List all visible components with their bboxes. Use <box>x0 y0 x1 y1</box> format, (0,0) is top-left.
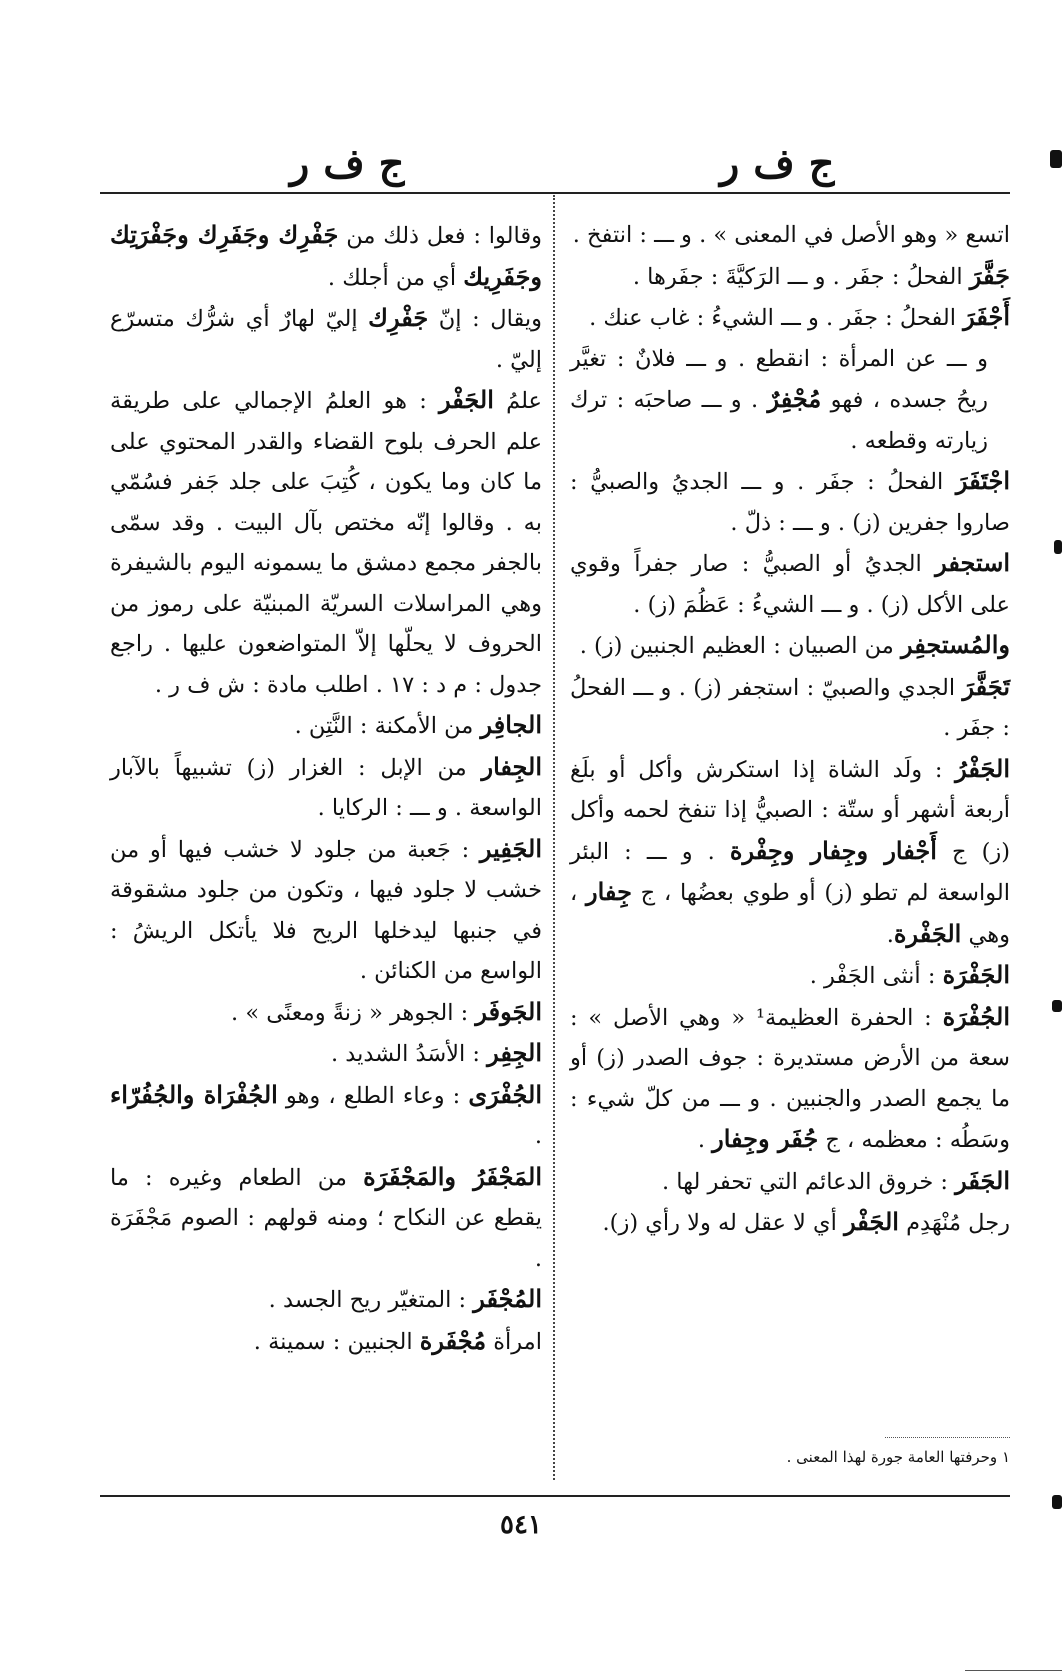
definition-text: : أنثى الجَفْر . <box>809 963 943 989</box>
headword: الجُفْرَاة والجُفُرّاء <box>110 1079 278 1109</box>
dictionary-entry <box>570 297 1010 339</box>
bottom-rule <box>100 1495 1010 1497</box>
headword: أَجْفَرَ <box>963 302 1010 331</box>
definition-text: اتسع « وهو الأصل في المعنى » . و ـــ : انتفخ . <box>572 222 1010 248</box>
scan-edge-mark <box>1050 150 1062 168</box>
headword: الجَفِير <box>479 833 542 863</box>
definition-text: من الإبل : الغزار (ز) تشبيهاً بالآبار الواسعة . و ـــ : الركايا . <box>110 754 542 821</box>
dictionary-entry <box>110 380 542 705</box>
headword: جَفَّرَ <box>969 260 1010 290</box>
definition-text: : الحفرة العظيمة¹ « وهي الأصل » : سعة من الأرض مستديرة : جوف الصدر (ز) أو ما يجمع الصدر والجنبين . و ـــ من كلّ شيء : وسَطُه : معظمه ، ج <box>570 1004 1010 1153</box>
dictionary-entry <box>110 215 542 298</box>
running-header-right: ج ف ر <box>720 140 835 187</box>
definition-text: : هو العلمُ الإجمالي على طريقة علم الحرف بلوح القضاء والقدر المحتوي على ما كان وما يكون ، كُتِبَ على جلد جَفر فسُمّي به . وقالوا إنّه مختص بآل البيت . وقد سمّى بالجفر مجمع دمشق ما يسمونه اليوم بالشيفرة وهي المراسلات السريّة المبنيّة على رموز من الحروف لا يحلّها إلاّ المتواضعون عليها . راجع جدول : م د : ١٧ . اطلب مادة : ش ف ر . <box>110 388 542 698</box>
dictionary-entry <box>110 705 542 747</box>
scan-edge-mark <box>1052 1495 1062 1509</box>
dictionary-entry <box>570 749 1010 956</box>
definition-text: . <box>534 1123 542 1149</box>
headword: الجَفْرُ <box>955 753 1010 783</box>
running-header-left: ج ف ر <box>290 140 405 187</box>
right-column <box>570 215 1010 1244</box>
definition-text: من الصبيان : العظيم الجنبين (ز) . <box>579 633 902 659</box>
definition-text: : جَعبة من جلود لا خشب فيها أو من خشب لا جلود فيها ، وتكون من جلود مشقوقة في جنبها ليدخلها الريح فلا يأتكل الريشُ : الواسع من الكنائن . <box>110 836 542 984</box>
definition-text: الجدي والصبيّ : استجفر (ز) . و ـــ الفحلُ : جفَر . <box>570 674 1010 741</box>
headword: الجَوفَر <box>475 996 542 1026</box>
dictionary-entry <box>570 625 1010 667</box>
headword: اجْتَفَرَ <box>955 466 1010 495</box>
dictionary-entry <box>570 955 1010 997</box>
definition-text: أي من أجلك . <box>327 264 464 291</box>
headword: مُجْفَرة <box>419 1325 487 1355</box>
definition-text: : الجوهر « زنةً ومعنًى » . <box>231 999 476 1026</box>
definition-text: إليّ لهارٌ أي شرُّك متسرّع إليّ . <box>110 306 542 373</box>
headword: تَجَفَّرَ <box>962 671 1010 701</box>
definition-text: أي لا عقل له ولا رأي (ز). <box>602 1210 845 1236</box>
definition-text: . <box>697 1127 713 1153</box>
headword: استجفر <box>935 548 1010 577</box>
dictionary-entry <box>570 997 1010 1161</box>
definition-text: وقالوا : فعل ذلك من <box>338 223 543 249</box>
definition-text: الجنبين : سمينة . <box>253 1328 420 1355</box>
headword: جُفَر وجِفار <box>712 1124 819 1153</box>
definition-text: الفحلُ : جفَر . و ـــ الشيءُ : غاب عنك . <box>589 305 964 331</box>
definition-text: الجديُ أو الصبيُّ : صار جفراً وقوي على الأكل (ز) . و ـــ الشيءُ : عَظُمَ (ز) . <box>570 551 1010 618</box>
definition-text: : خروق الدعائم التي تحفر لها . <box>661 1168 956 1195</box>
dictionary-entry <box>570 1202 1010 1244</box>
page-number: ٥٤١ <box>500 1510 542 1540</box>
definition-text: و ـــ عن المرأة : انقطع . و ـــ فلانٌ : تغيَّر ريحُ جسده ، فهو <box>570 345 989 413</box>
headword: الجافِر <box>480 710 542 739</box>
headword: الجَفْرَة <box>942 960 1010 989</box>
headword: الجُفْرَى <box>468 1079 542 1109</box>
dictionary-entry <box>570 215 1010 256</box>
dictionary-entry <box>110 829 542 992</box>
headword: جِفار <box>586 877 632 906</box>
definition-text: : الأسَدُ الشديد . <box>330 1041 488 1067</box>
definition-text: : وعاء الطلع ، وهو <box>277 1082 469 1109</box>
headword: أَجْفار وجِفار وجِفْرة <box>729 835 937 865</box>
headword: الجَفْر <box>439 385 494 414</box>
scan-edge-mark <box>1052 1000 1062 1012</box>
headword: الجُفْرَة <box>942 1001 1010 1031</box>
dictionary-entry <box>570 1161 1010 1203</box>
dictionary-entry <box>110 1033 542 1075</box>
definition-text: . و ـــ : البئر الواسعة لم تطو (ز) أو طوي بعضُها ، ج <box>570 838 1010 906</box>
dictionary-entry <box>570 667 1010 749</box>
headword: الجَفْرة <box>893 918 962 948</box>
left-column <box>110 215 542 1362</box>
definition-text: الفحلُ : جفَر . و ـــ الجديُ والصبيُّ : صاروا جفرين (ز) . و ـــ : ذلّ . <box>570 469 1010 536</box>
definition-text: من الأمكنة : النَّتِن . <box>294 713 481 739</box>
headword: المَجْفَرُ والمَجْفَرَة <box>363 1161 543 1191</box>
headword: جَفْرِك <box>368 303 429 332</box>
top-rule <box>100 192 1010 194</box>
dictionary-entry <box>570 461 1010 543</box>
definition-text: : ولَد الشاة إذا استكرش وأكل أو بلَغ أربعة أشهر أو ستّة : الصبيُّ إذا تنفخ لحمه وأكل (ز) ج <box>570 756 1011 865</box>
definition-text: : المتغيّر ريح الجسد . <box>268 1287 474 1313</box>
definition-text: الفحلُ : جفَر . و ـــ الرَكيَّةَ : جفَرها . <box>632 263 970 290</box>
definition-text: امرأة <box>486 1328 542 1355</box>
headword: مُجْفِرٌ <box>767 384 822 413</box>
dictionary-entry <box>110 298 542 380</box>
headword: الجِفار <box>481 751 542 781</box>
definition-text: رجل مُنْهَدِم <box>898 1210 1010 1236</box>
dictionary-entry <box>110 992 542 1034</box>
footnote: ١ وحرفتها العامة جورة لهذا المعنى . <box>786 1448 1010 1466</box>
dictionary-entry <box>110 1075 542 1157</box>
headword: الجَفَر <box>955 1165 1010 1195</box>
dictionary-entry <box>570 339 1010 462</box>
column-divider <box>553 195 555 1480</box>
dictionary-entry <box>110 1321 542 1363</box>
footnote-separator <box>885 1437 1010 1438</box>
headword: المُجْفَر <box>473 1284 542 1313</box>
definition-text: ، وهي <box>570 880 1010 948</box>
scan-edge-mark <box>1054 540 1062 554</box>
headword: الجِفِر <box>487 1038 542 1067</box>
dictionary-entry <box>110 1279 542 1321</box>
headword: والمُستجفِر <box>901 630 1010 659</box>
dictionary-entry <box>570 543 1010 625</box>
definition-text: ويقال : إنّ <box>428 306 542 332</box>
dictionary-entry <box>570 256 1010 298</box>
headword: الجَفْر <box>844 1207 899 1236</box>
scan-edge-line <box>965 1670 1062 1671</box>
definition-text: من الطعام وغيره : ما يقطع عن النكاح ؛ ومنه قولهم : الصوم مَجْفَرَة . <box>110 1164 542 1272</box>
dictionary-entry <box>110 1157 542 1280</box>
definition-text: . و ـــ صاحبَه : ترك زيارته وقطعه . <box>570 387 988 454</box>
definition-text: . <box>886 921 894 948</box>
dictionary-entry <box>110 747 542 829</box>
headword: جَفْرِك وجَفَرِك وجَفْرَتِك وجَفَرِيك <box>110 220 542 291</box>
definition-text: علمُ <box>493 388 542 414</box>
